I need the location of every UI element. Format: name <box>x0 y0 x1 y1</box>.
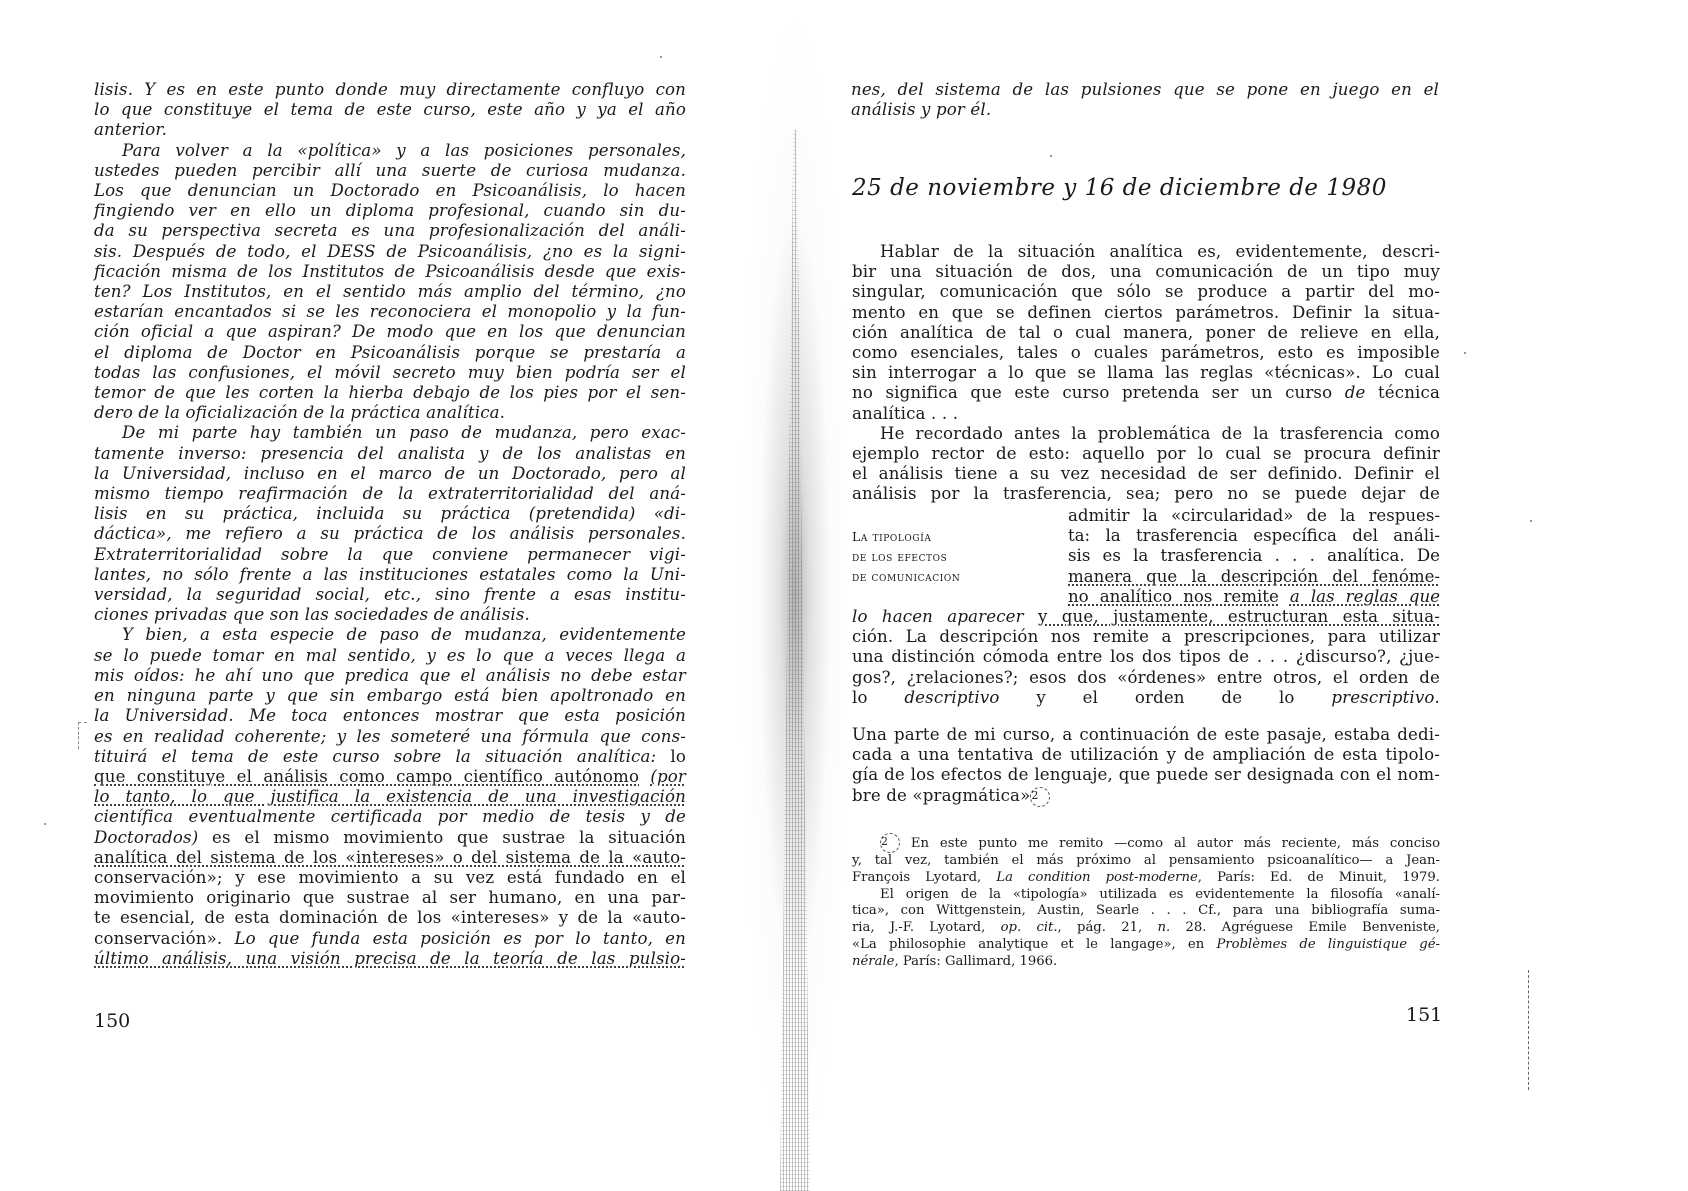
text-span-roman: no significa que este curso pretenda ser un curso <box>852 383 1333 403</box>
text-line: He recordado antes la problemática de la trasferencia como <box>880 423 1440 443</box>
text-span-roman: que constituye el análisis como campo científico autónomo <box>94 766 640 786</box>
text-line: lisis. Y es en este punto donde muy directamente confluyo con <box>94 80 686 99</box>
text-span-italic: (por <box>650 766 686 786</box>
text-line: ficación misma de los Institutos de Psicoanálisis desde que exis- <box>94 261 686 281</box>
text-line: ción. La descripción nos remite a prescripciones, para utilizar <box>852 627 1440 647</box>
text-line <box>94 929 686 949</box>
text-line: lo tanto, lo que justifica la existencia de una investigación <box>94 787 686 807</box>
text-span-roman: . <box>1434 687 1440 707</box>
left-page-body <box>94 80 686 969</box>
text-line <box>94 747 686 767</box>
text-line <box>852 383 1440 403</box>
text-line: lo que constituye el tema de este curso, este año y ya el año <box>94 100 686 120</box>
text-line: análisis y por él. <box>851 100 992 120</box>
text-line: Hablar de la situación analítica es, evidentemente, descri- <box>880 242 1440 261</box>
text-line: De mi parte hay también un paso de mudanza, pero exac- <box>122 423 686 443</box>
text-span-roman: lo <box>852 687 868 707</box>
footnote-text: François Lyotard, <box>852 869 982 885</box>
section-date-heading: 25 de noviembre y 16 de diciembre de 1980 <box>852 175 1387 201</box>
text-line: ustedes pueden percibir allí una suerte de curiosa mudanza. <box>94 160 686 180</box>
text-line: lantes, no sólo frente a las instituciones estatales como la Uni- <box>94 564 686 584</box>
text-span-roman: no analítico nos remite <box>1068 586 1279 606</box>
footnote-text: ria, J.-F. Lyotard, <box>852 920 986 936</box>
text-line: una distinción cómoda entre los dos tipos de . . . ¿discurso?, ¿jue- <box>852 647 1440 667</box>
footnote-text: «La philosophie analytique et le langage», en <box>852 936 1205 952</box>
footnote-text: , París: Gallimard, 1966. <box>894 953 1058 969</box>
footnote-line: El origen de la «tipología» utilizada es evidentemente la filosofía «analí- <box>880 886 1440 902</box>
text-line: gos?, ¿relaciones?; esos dos «órdenes» entre otros, el orden de <box>852 667 1440 687</box>
text-line: científica eventualmente certificada por medio de tesis y de <box>94 807 686 827</box>
text-line: el análisis tiene a su vez necesidad de ser definido. Definir el <box>852 464 1440 484</box>
page-edge-mark <box>1528 970 1531 1090</box>
text-line: anterior. <box>94 120 168 140</box>
text-line <box>1068 587 1440 607</box>
text-line: dero de la oficialización de la práctica analítica. <box>94 403 506 423</box>
text-line: Los que denuncian un Doctorado en Psicoanálisis, lo hacen <box>94 181 686 201</box>
text-span-italic: lo hacen aparecer <box>852 607 1024 626</box>
text-line: ta: la trasferencia específica del análi- <box>1068 526 1440 546</box>
footnotes <box>852 833 1440 971</box>
text-line: es en realidad coherente; y les someteré una fórmula que cons- <box>94 726 686 746</box>
text-line: como esenciales, tales o cuales parámetros, esto es imposible <box>852 343 1440 363</box>
margin-note-line: de comunicacion <box>852 569 961 585</box>
text-span-roman: bre de «pragmática» <box>852 785 1031 805</box>
text-line: ción oficial a que aspiran? De modo que en los que denuncian <box>94 322 686 342</box>
text-line: nes, del sistema de las pulsiones que se pone en juego en el <box>851 80 1439 99</box>
text-line: te esencial, de esta dominación de los «intereses» y de la «auto- <box>94 908 686 928</box>
text-line: da su perspectiva secreta es una profesionalización del análi- <box>94 221 686 241</box>
page-number-left: 150 <box>94 1010 131 1032</box>
text-line: manera que la descripción del fenóme- <box>1068 566 1440 586</box>
text-line: Una parte de mi curso, a continuación de este pasaje, estaba dedi- <box>852 725 1440 744</box>
text-line: ejemplo rector de esto: aquello por lo cual se procura definir <box>852 444 1440 464</box>
footnote-line <box>852 870 1440 887</box>
text-line: Y bien, a esta especie de paso de mudanza, evidentemente <box>122 625 686 645</box>
text-line: dáctica», me refiero a su práctica de los análisis personales. <box>94 524 686 544</box>
text-span-italic: a las reglas que <box>1289 586 1441 606</box>
footnote-line: y, tal vez, también el más próximo al pensamiento psicoanalítico— a Jean- <box>852 853 1440 868</box>
footnote-line <box>852 920 1440 937</box>
text-line <box>852 607 1440 627</box>
text-line: sis es la trasferencia . . . analítica. De <box>1068 546 1440 566</box>
footnote-reference[interactable]: 2 <box>1030 787 1050 807</box>
text-span-italic: prescriptivo <box>1331 687 1435 707</box>
right-page-continuation <box>851 80 1439 120</box>
text-line: último análisis, una visión precisa de la teoría de las pulsio- <box>94 948 686 968</box>
text-line: mis oídos: he ahí uno que predica que el análisis no debe estar <box>94 665 686 685</box>
text-line <box>852 688 1440 708</box>
text-span-roman: lo <box>670 746 686 766</box>
footnote-line: tica», con Wittgenstein, Austin, Searle . . . Cf., para una bibliografía suma- <box>852 903 1440 919</box>
text-line: movimiento originario que sustrae al ser humano, en una par- <box>94 888 686 908</box>
right-page-note-paragraph <box>852 725 1440 807</box>
text-span-roman: técnica <box>1377 383 1440 403</box>
footnote-line <box>852 954 1440 971</box>
text-line: analítica del sistema de los «intereses» o del sistema de la «auto- <box>94 847 686 867</box>
text-line: mento en que se definen ciertos parámetros. Definir la situa- <box>852 302 1440 322</box>
footnote-title: op. cit. <box>1000 920 1058 936</box>
text-line: Para volver a la «política» y a las posiciones personales, <box>122 140 686 160</box>
text-line: todas las confusiones, el móvil secreto muy bien podría ser el <box>94 362 686 382</box>
footnote-title: La condition post-moderne <box>996 869 1198 885</box>
right-page-body-continued <box>852 607 1440 708</box>
margin-note-line: de los efectos <box>852 549 948 565</box>
text-line: analítica . . . <box>852 403 959 423</box>
text-line: el diploma de Doctor en Psicoanálisis porque se prestaría a <box>94 342 686 362</box>
text-line <box>852 786 1440 807</box>
text-line: Extraterritorialidad sobre la que conviene permanecer vigi- <box>94 544 686 564</box>
text-line: análisis por la trasferencia, sea; pero no se puede dejar de <box>852 484 1440 504</box>
footnote-marker: 2 <box>880 833 900 853</box>
text-line: sin interrogar a lo que se llama las reglas «técnicas». Lo cual <box>852 363 1440 383</box>
right-page-body <box>852 242 1440 505</box>
text-line: la Universidad. Me toca entonces mostrar que esta posición <box>94 706 686 726</box>
text-line: en ninguna parte y que sin embargo está bien apoltronado en <box>94 686 686 706</box>
footnote-text: , pág. 21, <box>1057 920 1143 936</box>
right-page-narrow-column <box>1068 506 1440 607</box>
footnote-text: 28. Agréguese Emile Benveniste, <box>1185 920 1440 936</box>
text-line: admitir la «circularidad» de la respues- <box>1068 506 1440 525</box>
text-span-italic: de <box>1344 383 1366 403</box>
scan-speck <box>44 823 46 825</box>
text-line <box>94 767 686 787</box>
text-line: sis. Después de todo, el DESS de Psicoanálisis, ¿no es la signi- <box>94 241 686 261</box>
left-page <box>0 0 780 1191</box>
footnote-line <box>852 833 1440 853</box>
footnote-line <box>852 937 1440 954</box>
scan-speck <box>1464 352 1466 354</box>
margin-note-line: La tipología <box>852 529 932 544</box>
text-span-italic: descriptivo <box>904 687 1000 707</box>
text-line: temor de que les corten la hierba debajo de los pies por el sen- <box>94 383 686 403</box>
text-line: lisis en su práctica, incluida su práctica (pretendida) «di- <box>94 504 686 524</box>
text-line: ten? Los Institutos, en el sentido más amplio del término, ¿no <box>94 282 686 302</box>
margin-note <box>852 527 960 588</box>
text-line: estarían encantados si se les reconociera el monopolio y la fun- <box>94 302 686 322</box>
text-span-roman: es el mismo movimiento que sustrae la situación <box>212 827 686 847</box>
text-line: bir una situación de dos, una comunicación de un tipo muy <box>852 262 1440 282</box>
footnote-title: nérale <box>852 953 895 969</box>
text-line: singular, comunicación que sólo se produce a partir del mo- <box>852 282 1440 302</box>
text-span-italic: tituirá el tema de este curso sobre la situación analítica: <box>94 746 657 766</box>
text-line: se lo puede tomar en mal sentido, y es lo que a veces llega a <box>94 645 686 665</box>
footnote-title: n. <box>1157 920 1171 936</box>
text-line: ciones privadas que son las sociedades de análisis. <box>94 605 530 625</box>
text-line: mismo tiempo reafirmación de la extraterritorialidad del aná- <box>94 484 686 504</box>
footnote-text: En este punto me remito —como al autor más reciente, más conciso <box>910 836 1441 851</box>
text-line: versidad, la seguridad social, etc., sino frente a esas institu- <box>94 585 686 605</box>
footnote-text: , París: Ed. de Minuit, 1979. <box>1197 869 1440 885</box>
text-span-roman: y el orden de lo <box>1036 687 1295 707</box>
text-span-roman: y que, justamente, estructuran esta situa- <box>1037 607 1440 626</box>
page-number-right: 151 <box>1406 1004 1443 1026</box>
text-line: conservación»; y ese movimiento a su vez está fundado en el <box>94 867 686 887</box>
scan-speck <box>1050 155 1052 157</box>
text-span-roman: conservación». <box>94 928 223 948</box>
scan-speck <box>1530 520 1532 522</box>
text-line: gía de los efectos de lenguaje, que puede ser designada con el nom- <box>852 765 1440 785</box>
text-line <box>94 828 686 848</box>
text-span-italic: Lo que funda esta posición es por lo tanto, en <box>234 928 686 948</box>
text-line: la Universidad, incluso en el marco de un Doctorado, pero al <box>94 463 686 483</box>
text-span-italic: Doctorados) <box>94 827 199 847</box>
text-line: tamente inverso: presencia del analista y de los analistas en <box>94 443 686 463</box>
text-line: fingiendo ver en ello un diploma profesional, cuando sin du- <box>94 201 686 221</box>
text-line: cada a una tentativa de utilización y de ampliación de esta tipolo- <box>852 745 1440 765</box>
text-line: ción analítica de tal o cual manera, poner de relieve en ella, <box>852 322 1440 342</box>
margin-bracket-mark <box>78 722 87 749</box>
footnote-title: Problèmes de linguistique gé- <box>1216 936 1440 952</box>
scan-speck <box>660 56 662 58</box>
